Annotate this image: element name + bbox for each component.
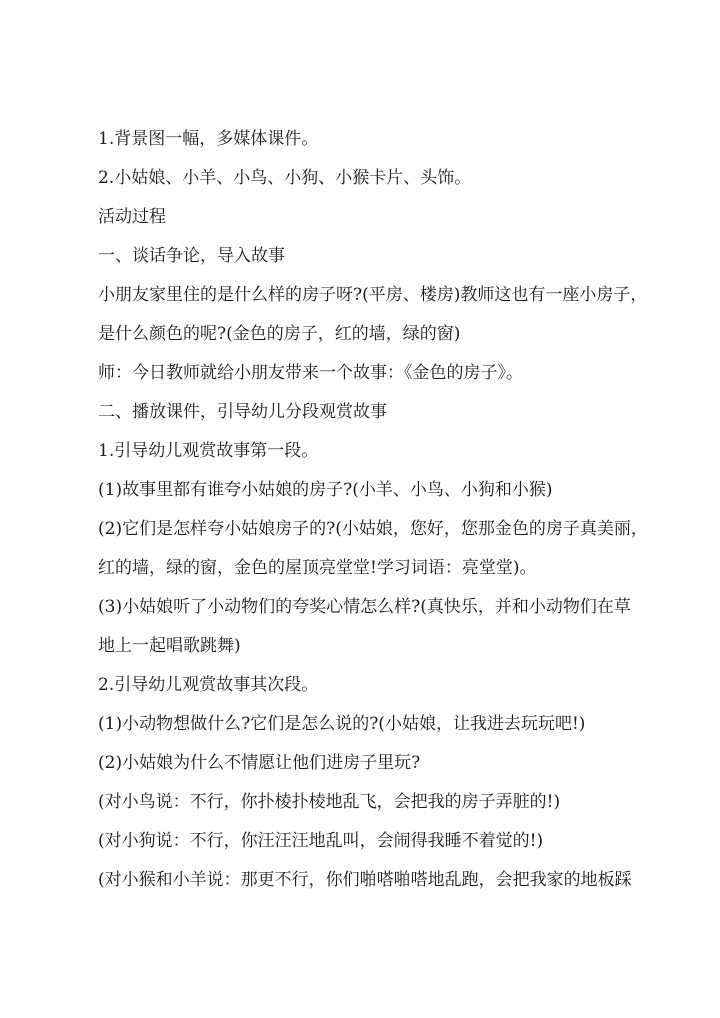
question-item: (2)小姑娘为什么不情愿让他们进房子里玩? — [98, 753, 421, 773]
section-heading-activity-process: 活动过程 — [98, 207, 166, 227]
subsection-heading-1: 1.引导幼儿观赏故事第一段。 — [98, 441, 319, 461]
paragraph-line: 地上一起唱歌跳舞) — [98, 636, 241, 656]
paragraph-line: 小朋友家里住的是什么样的房子呀?(平房、楼房)教师这也有一座小房子， — [98, 285, 648, 305]
question-item: (2)它们是怎样夸小姑娘房子的?(小姑娘，您好，您那金色的房子真美丽， — [98, 519, 648, 539]
question-item: (1)故事里都有谁夸小姑娘的房子?(小羊、小鸟、小狗和小猴) — [98, 480, 553, 500]
paragraph-line: 师：今日教师就给小朋友带来一个故事：《金色的房子》。 — [98, 363, 523, 383]
dialogue-line: (对小猴和小羊说：那更不行，你们啪嗒啪嗒地乱跑，会把我家的地板踩 — [98, 870, 632, 890]
materials-item-2: 2.小姑娘、小羊、小鸟、小狗、小猴卡片、头饰。 — [98, 168, 472, 188]
question-item: (1)小动物想做什么?它们是怎么说的?(小姑娘，让我进去玩玩吧!) — [98, 714, 586, 734]
subsection-heading-2: 2.引导幼儿观赏故事其次段。 — [98, 675, 319, 695]
dialogue-line: (对小狗说：不行，你汪汪汪地乱叫，会闹得我睡不着觉的!) — [98, 831, 544, 851]
paragraph-line: 红的墙，绿的窗，金色的屋顶亮堂堂!学习词语：亮堂堂)。 — [98, 558, 537, 578]
materials-item-1: 1.背景图一幅，多媒体课件。 — [98, 129, 319, 149]
question-item: (3)小姑娘听了小动物们的夸奖心情怎么样?(真快乐，并和小动物们在草 — [98, 597, 631, 617]
dialogue-line: (对小鸟说：不行，你扑棱扑棱地乱飞，会把我的房子弄脏的!) — [98, 792, 561, 812]
section-heading-part-1: 一、谈话争论，导入故事 — [98, 246, 285, 266]
section-heading-part-2: 二、播放课件，引导幼儿分段观赏故事 — [98, 402, 387, 422]
document-body — [98, 128, 648, 891]
paragraph-line: 是什么颜色的呢?(金色的房子，红的墙，绿的窗) — [98, 324, 461, 344]
